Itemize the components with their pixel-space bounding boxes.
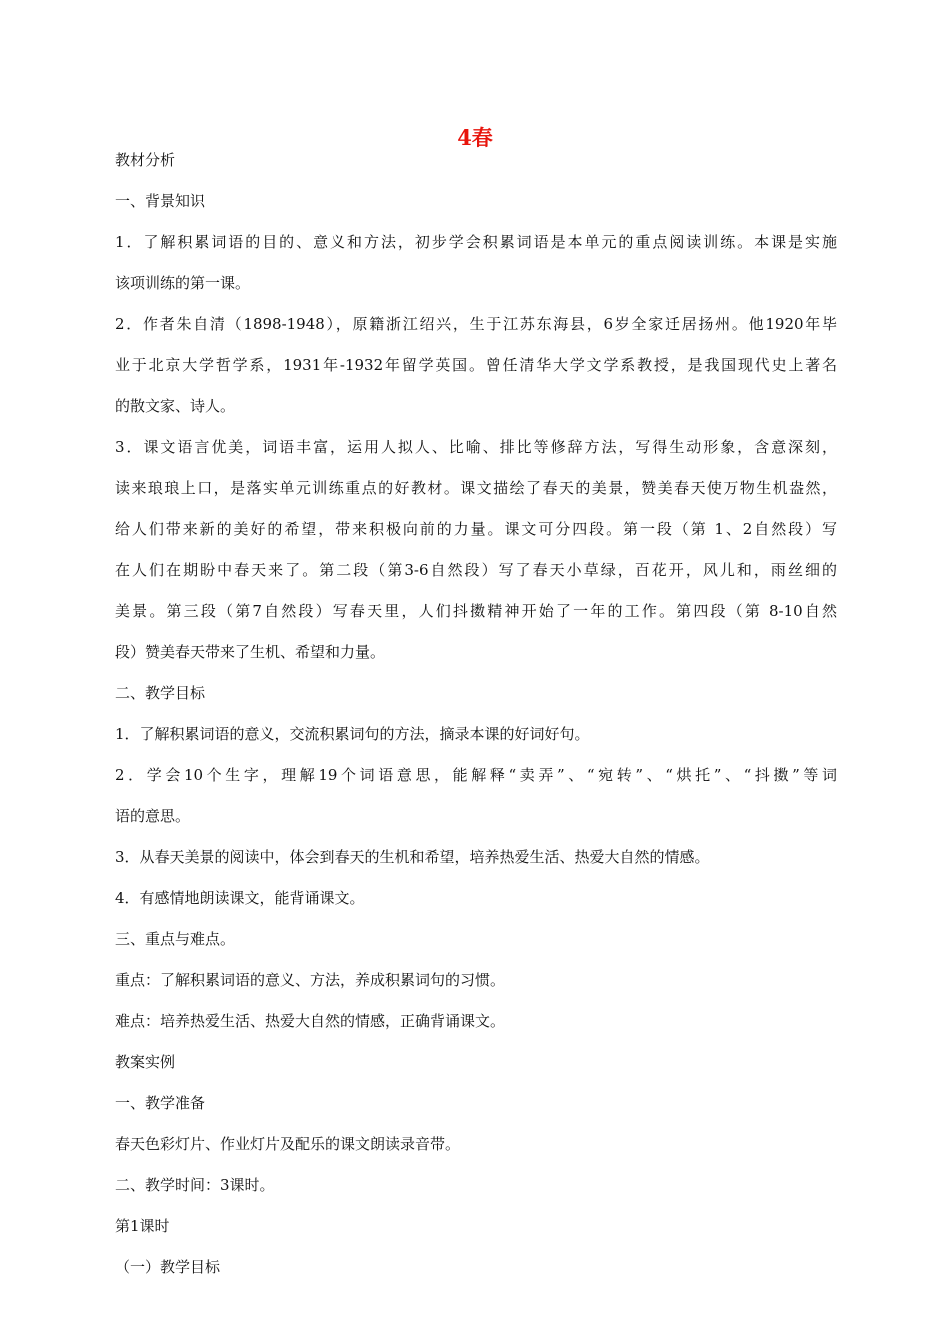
text-line: 3．课文语言优美，词语丰富，运用人拟人、比喻、排比等修辞方法，写得生动形象，含意深刻， — [115, 438, 837, 456]
document-body — [115, 150, 837, 1298]
section-heading: 第1课时 — [115, 1217, 170, 1235]
text-line: 教材分析 — [115, 151, 176, 169]
section-heading: 三、重点与难点。 — [115, 930, 236, 948]
section-heading: 二、教学时间：3课时。 — [115, 1176, 275, 1194]
document-title: 4春 — [457, 125, 493, 150]
text-line: 业于北京大学哲学系，1931年-1932年留学英国。曾任清华大学文学系教授，是我国现代史上著名 — [115, 356, 837, 374]
text-line: 语的意思。 — [115, 807, 191, 825]
text-line: 春天色彩灯片、作业灯片及配乐的课文朗读录音带。 — [115, 1135, 461, 1153]
text-line: 给人们带来新的美好的希望，带来积极向前的力量。课文可分四段。第一段（第 1、2自然段）写 — [115, 520, 838, 538]
text-line: 的散文家、诗人。 — [115, 397, 236, 415]
section-heading: 二、教学目标 — [115, 684, 206, 702]
text-line: 读来琅琅上口，是落实单元训练重点的好教材。课文描绘了春天的美景，赞美春天使万物生机盎然， — [115, 479, 837, 497]
text-line: 3．从春天美景的阅读中，体会到春天的生机和希望，培养热爱生活、热爱大自然的情感。 — [115, 848, 710, 866]
text-line: 1．了解积累词语的目的、意义和方法，初步学会积累词语是本单元的重点阅读训练。本课是实施 — [115, 233, 837, 251]
text-line: 在人们在期盼中春天来了。第二段（第3-6自然段）写了春天小草绿，百花开，风儿和，雨丝细的 — [115, 561, 837, 579]
text-line: 一、背景知识 — [115, 192, 206, 210]
text-line: 2．作者朱自清（1898-1948），原籍浙江绍兴，生于江苏东海县，6岁全家迁居扬州。他1920年毕 — [115, 315, 837, 333]
section-heading: （一）教学目标 — [115, 1258, 221, 1276]
text-line: 重点：了解积累词语的意义、方法，养成积累词句的习惯。 — [115, 971, 506, 989]
text-line: 难点：培养热爱生活、热爱大自然的情感，正确背诵课文。 — [115, 1012, 506, 1030]
text-line: 该项训练的第一课。 — [115, 274, 251, 292]
section-heading: 教案实例 — [115, 1053, 176, 1071]
text-line: 1．了解积累词语的意义，交流积累词句的方法，摘录本课的好词好句。 — [115, 725, 590, 743]
text-line: 美景。第三段（第7自然段）写春天里，人们抖擞精神开始了一年的工作。第四段（第 8-10自然 — [115, 602, 837, 620]
section-heading: 一、教学准备 — [115, 1094, 206, 1112]
text-line: 2．学会10个生字，理解19个词语意思，能解释“卖弄”、“宛转”、“烘托”、“抖擞”等词 — [115, 766, 837, 784]
text-line: 4．有感情地朗读课文，能背诵课文。 — [115, 889, 365, 907]
text-line: 段）赞美春天带来了生机、希望和力量。 — [115, 643, 386, 661]
